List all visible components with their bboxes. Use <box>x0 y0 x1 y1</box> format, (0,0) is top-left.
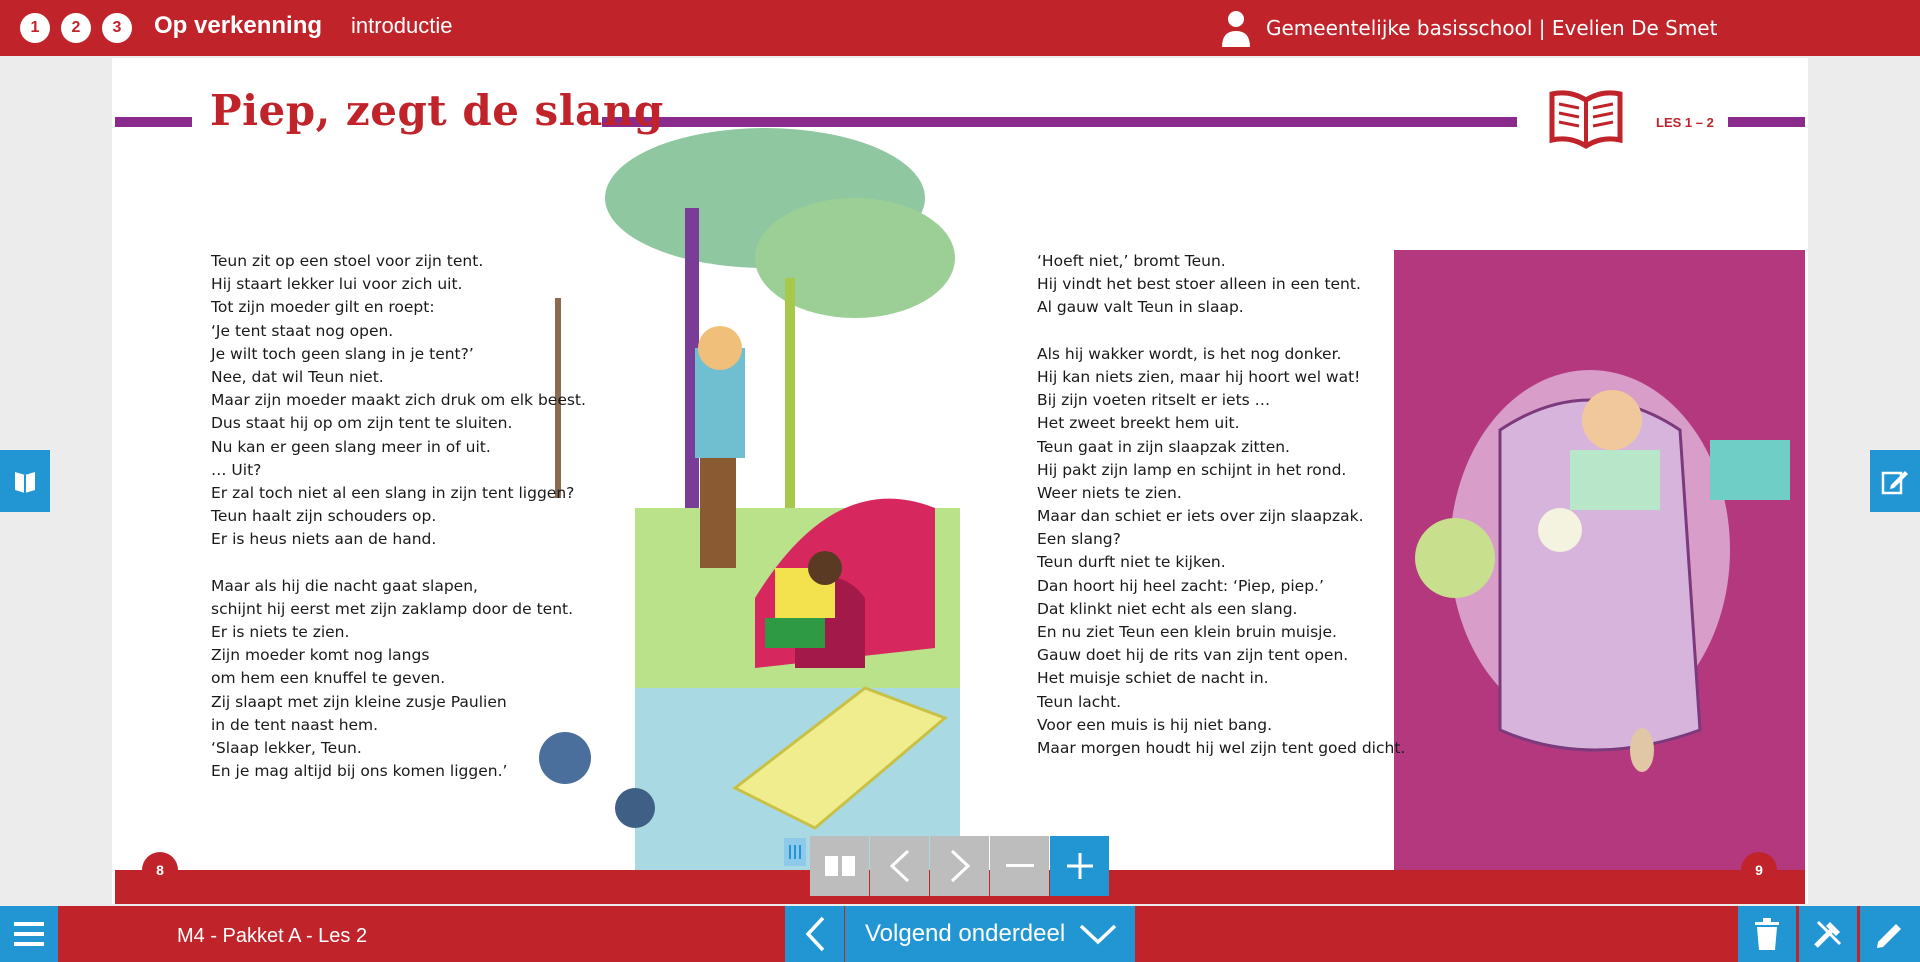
prev-page-icon <box>888 849 912 883</box>
zoom-in-button[interactable] <box>1050 836 1109 896</box>
story-line: Gauw doet hij de rits van zijn tent open. <box>1037 646 1349 665</box>
pencil-icon <box>1874 918 1906 950</box>
page-controls <box>810 836 1110 896</box>
story-text-left <box>211 250 586 783</box>
section-subtitle: introductie <box>351 13 453 38</box>
prev-page-button[interactable] <box>870 836 929 896</box>
story-line: Dat klinkt niet echt als een slang. <box>1037 599 1298 618</box>
story-line: Tot zijn moeder gilt en roept: <box>211 298 435 317</box>
story-line: ‘Je tent staat nog open. <box>211 321 394 340</box>
next-page-button[interactable] <box>930 836 989 896</box>
story-line: Hij kan niets zien, maar hij hoort wel wat! <box>1037 367 1361 386</box>
story-line: Bij zijn voeten ritselt er iets … <box>1037 391 1271 410</box>
story-line: in de tent naast hem. <box>211 715 379 734</box>
right-side-tab[interactable] <box>1870 450 1920 512</box>
step-3-button[interactable]: 3 <box>102 13 132 43</box>
story-line: Hij vindt het best stoer alleen in een tent. <box>1037 275 1361 294</box>
user-name: Gemeentelijke basisschool | Evelien De Smet <box>1266 16 1718 40</box>
next-section-label: Volgend onderdeel <box>865 920 1066 947</box>
story-line: Teun gaat in zijn slaapzak zitten. <box>1037 437 1290 456</box>
story-line: En nu ziet Teun een klein bruin muisje. <box>1037 623 1337 641</box>
story-line: Een slang? <box>1037 530 1121 549</box>
story-text-right <box>1037 250 1405 760</box>
story-line: Het zweet breekt hem uit. <box>1037 414 1240 433</box>
section-title: Op verkenning <box>154 12 323 39</box>
tools-button[interactable] <box>1799 906 1857 962</box>
story-line: Voor een muis is hij niet bang. <box>1037 715 1272 734</box>
story-title: Piep, zegt de slang <box>210 86 664 135</box>
story-line: En je mag altijd bij ons komen liggen.’ <box>211 762 508 781</box>
story-line: Je wilt toch geen slang in je tent?’ <box>211 344 474 363</box>
story-line: Het muisje schiet de nacht in. <box>1037 669 1269 688</box>
top-bar <box>0 0 1920 56</box>
story-line: Maar morgen houdt hij wel zijn tent goed dicht. <box>1037 738 1406 757</box>
story-line <box>1037 320 1405 343</box>
spread-view-icon <box>824 854 856 878</box>
title-rule-left <box>115 117 192 127</box>
story-line: Maar zijn moeder maakt zich druk om elk beest. <box>211 391 586 410</box>
story-line: Teun haalt zijn schouders op. <box>211 507 437 526</box>
story-line: ‘Slaap lekker, Teun. <box>211 738 362 757</box>
menu-button[interactable] <box>0 906 58 962</box>
edit-icon <box>1881 467 1909 495</box>
story-line: om hem een knuffel te geven. <box>211 669 446 688</box>
story-line: Hij staart lekker lui voor zich uit. <box>211 275 463 294</box>
story-line: Er zal toch niet al een slang in zijn tent liggen? <box>211 483 575 502</box>
story-line: Dus staat hij op om zijn tent te sluiten. <box>211 414 513 433</box>
story-line: Zij slaapt met zijn kleine zusje Paulien <box>211 692 507 711</box>
story-line: Teun zit op een stoel voor zijn tent. <box>211 252 484 270</box>
story-line: schijnt hij eerst met zijn zaklamp door de tent. <box>211 599 574 618</box>
story-line: Hij pakt zijn lamp en schijnt in het rond. <box>1037 460 1347 479</box>
book-icon <box>1546 84 1626 154</box>
story-line: Er is heus niets aan de hand. <box>211 530 437 549</box>
zoom-in-icon <box>1066 852 1094 880</box>
title-rule-middle <box>602 117 1517 127</box>
page-number-left: 8 <box>142 852 178 888</box>
story-line: Maar als hij die nacht gaat slapen, <box>211 576 478 595</box>
zoom-out-button[interactable] <box>990 836 1049 896</box>
story-line <box>211 551 586 574</box>
user-info[interactable] <box>1220 8 1717 48</box>
previous-section-button[interactable] <box>785 906 844 962</box>
story-line: Zijn moeder komt nog langs <box>211 646 430 665</box>
tools-icon <box>1812 918 1844 950</box>
zoom-out-icon <box>1006 864 1034 868</box>
spread-view-button[interactable] <box>810 836 869 896</box>
title-rule-right <box>1728 117 1805 127</box>
story-line: Maar dan schiet er iets over zijn slaapzak. <box>1037 507 1364 526</box>
story-line: Er is niets te zien. <box>211 623 350 641</box>
lesson-tag: LES 1 – 2 <box>1656 115 1714 130</box>
step-2-button[interactable]: 2 <box>61 13 91 43</box>
menu-icon <box>14 921 44 947</box>
story-line: Al gauw valt Teun in slaap. <box>1037 298 1244 317</box>
illustration-camping <box>535 128 960 870</box>
user-icon <box>1220 9 1252 47</box>
story-line: Nu kan er geen slang meer in of uit. <box>211 437 491 456</box>
illustration-tent-night <box>1380 250 1805 870</box>
annotate-button[interactable] <box>1860 906 1920 962</box>
book-tab-icon <box>12 468 38 494</box>
toolbar-grip-handle[interactable] <box>784 838 806 866</box>
next-page-icon <box>948 849 972 883</box>
trash-icon <box>1755 918 1779 950</box>
page-number-right: 9 <box>1741 852 1777 888</box>
story-line: Weer niets te zien. <box>1037 483 1182 502</box>
chevron-down-icon <box>1079 923 1117 945</box>
story-line: ‘Hoeft niet,’ bromt Teun. <box>1037 252 1226 270</box>
story-line: Nee, dat wil Teun niet. <box>211 367 384 386</box>
lesson-label: M4 - Pakket A - Les 2 <box>177 925 368 947</box>
story-line: Teun durft niet te kijken. <box>1037 553 1226 572</box>
story-line: … Uit? <box>211 460 262 479</box>
delete-button[interactable] <box>1738 906 1796 962</box>
chevron-left-icon <box>804 916 826 952</box>
left-side-tab[interactable] <box>0 450 50 512</box>
next-section-button[interactable] <box>845 906 1135 962</box>
story-line: Dan hoort hij heel zacht: ‘Piep, piep.’ <box>1037 576 1324 595</box>
story-line: Teun lacht. <box>1037 692 1122 711</box>
step-1-button[interactable]: 1 <box>20 13 50 43</box>
story-line: Als hij wakker wordt, is het nog donker. <box>1037 344 1342 363</box>
